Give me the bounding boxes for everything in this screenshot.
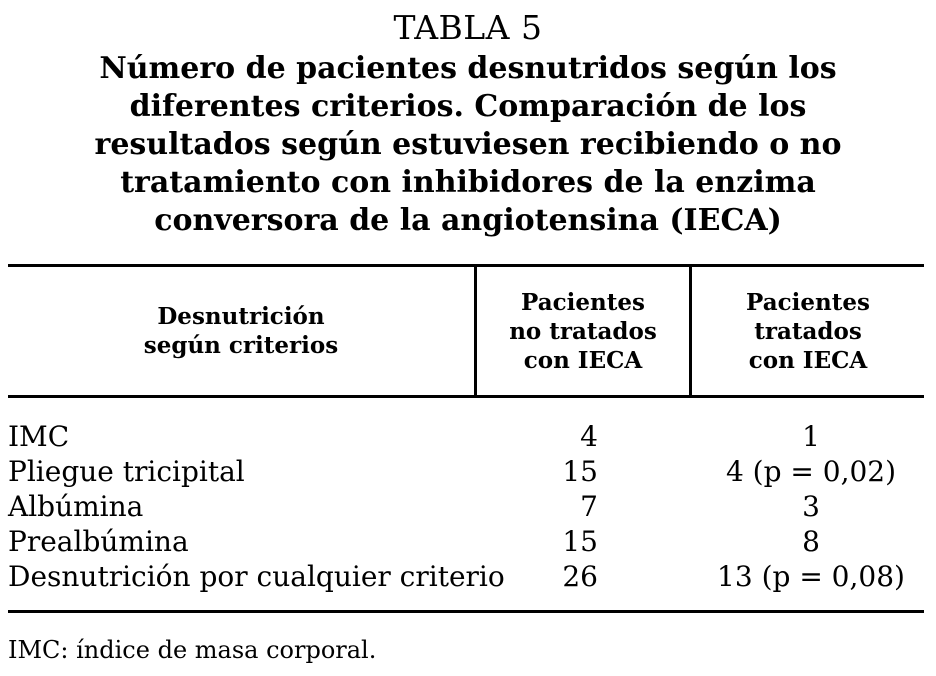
header-line: Desnutrición [157,303,325,330]
treated-value: 8 [802,525,820,558]
row-label: Desnutrición por cualquier criterio [8,560,505,593]
untreated-value: 15 [562,525,598,558]
header-line: con IECA [523,346,643,374]
row-label: IMC [8,420,70,453]
untreated-value: 26 [562,560,598,593]
caption-line: Número de pacientes desnutridos según los [99,51,837,86]
column-header-treated [692,267,924,395]
header-line: no tratados [509,317,657,345]
header-line: Pacientes [521,288,645,316]
header-line: con IECA [748,346,868,374]
table-row [0,524,936,559]
header-line: tratados [754,317,862,345]
row-label: Pliegue tricipital [8,455,245,488]
untreated-value: 7 [580,490,598,523]
caption-line: diferentes criterios. Comparación de los [129,89,807,124]
column-header-criteria [8,267,474,395]
table-number: TABLA 5 [393,8,543,47]
table-bottom-rule [8,610,924,613]
header-bottom-rule [8,395,924,398]
treated-value: 13 (p = 0,08) [717,560,905,593]
table-row [0,419,936,454]
treated-value: 4 (p = 0,02) [725,455,897,488]
table-caption [0,50,936,240]
table-footnote: IMC: índice de masa corporal. [8,636,377,664]
header-line: Pacientes [746,288,870,316]
row-label: Prealbúmina [8,525,189,558]
table-body [0,419,936,594]
table-row [0,454,936,489]
untreated-value: 15 [562,455,598,488]
row-label: Albúmina [8,490,144,523]
table-row [0,559,936,594]
caption-line: tratamiento con inhibidores de la enzima [120,165,816,200]
table-row [0,489,936,524]
header-line: según criterios [143,332,339,359]
column-header-untreated [477,267,689,395]
treated-value: 1 [802,420,820,453]
caption-line: resultados según estuviesen recibiendo o no [94,127,842,162]
treated-value: 3 [802,490,820,523]
untreated-value: 4 [580,420,598,453]
caption-line: conversora de la angiotensina (IECA) [154,203,782,238]
